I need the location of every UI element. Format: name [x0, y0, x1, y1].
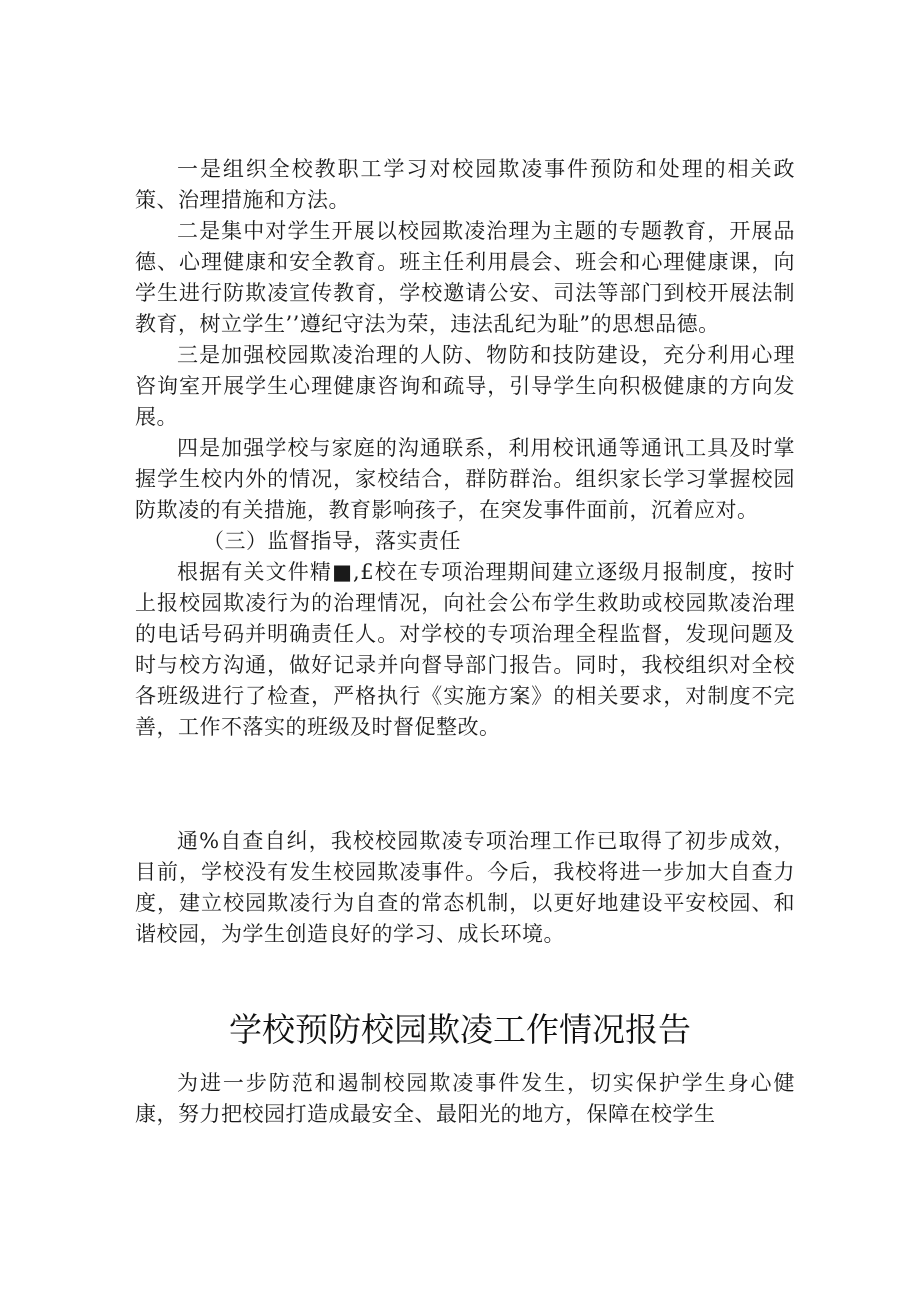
report-intro-section [135, 1068, 795, 1130]
paragraph-measure-2: 二是集中对学生开展以校园欺凌治理为主题的专题教育，开展品德、心理健康和安全教育。班主任利用晨会、班会和心理健康课，向学生进行防欺凌宣传教育，学校邀请公安、司法等部门到校开展法制教育，树立学生’’遵纪守法为荣，违法乱纪为耻”的思想品德。 [135, 219, 795, 336]
paragraph-conclusion: 通%自查自纠，我校校园欺凌专项治理工作已取得了初步成效，目前，学校没有发生校园欺凌事件。今后，我校将进一步加大自查力度，建立校园欺凌行为自查的常态机制，以更好地建设平安校园、和谐校园，为学生创造良好的学习、成长环境。 [135, 829, 795, 946]
subheading-supervision: （三）监督指导，落实责任 [203, 529, 461, 553]
paragraph-supervision: 根据有关文件精■,£校在专项治理期间建立逐级月报制度，按时上报校园欺凌行为的治理情况，向社会公布学生救助或校园欺凌治理的电话号码并明确责任人。对学校的专项治理全程监督，发现问题及时与校方沟通，做好记录并向督导部门报告。同时，我校组织对全校各班级进行了检查，严格执行《实施方案》的相关要求，对制度不完善，工作不落实的班级及时督促整改。 [135, 560, 795, 739]
paragraph-measure-3: 三是加强校园欺凌治理的人防、物防和技防建设，充分利用心理咨询室开展学生心理健康咨询和疏导，引导学生向积极健康的方向发展。 [135, 343, 795, 429]
conclusion-section [135, 826, 795, 950]
report-title: 学校预防校园欺凌工作情况报告 [229, 1010, 691, 1049]
measures-section [135, 154, 795, 743]
paragraph-measure-1: 一是组织全校教职工学习对校园欺凌事件预防和处理的相关政策、治理措施和方法。 [135, 157, 795, 212]
paragraph-report-intro: 为进一步防范和遏制校园欺凌事件发生，切实保护学生身心健康，努力把校园打造成最安全、最阳光的地方，保障在校学生 [135, 1071, 795, 1126]
paragraph-measure-4: 四是加强学校与家庭的沟通联系，利用校讯通等通讯工具及时掌握学生校内外的情况，家校结合，群防群治。组织家长学习掌握校园防欺凌的有关措施，教育影响孩子，在突发事件面前，沉着应对。 [135, 436, 795, 522]
